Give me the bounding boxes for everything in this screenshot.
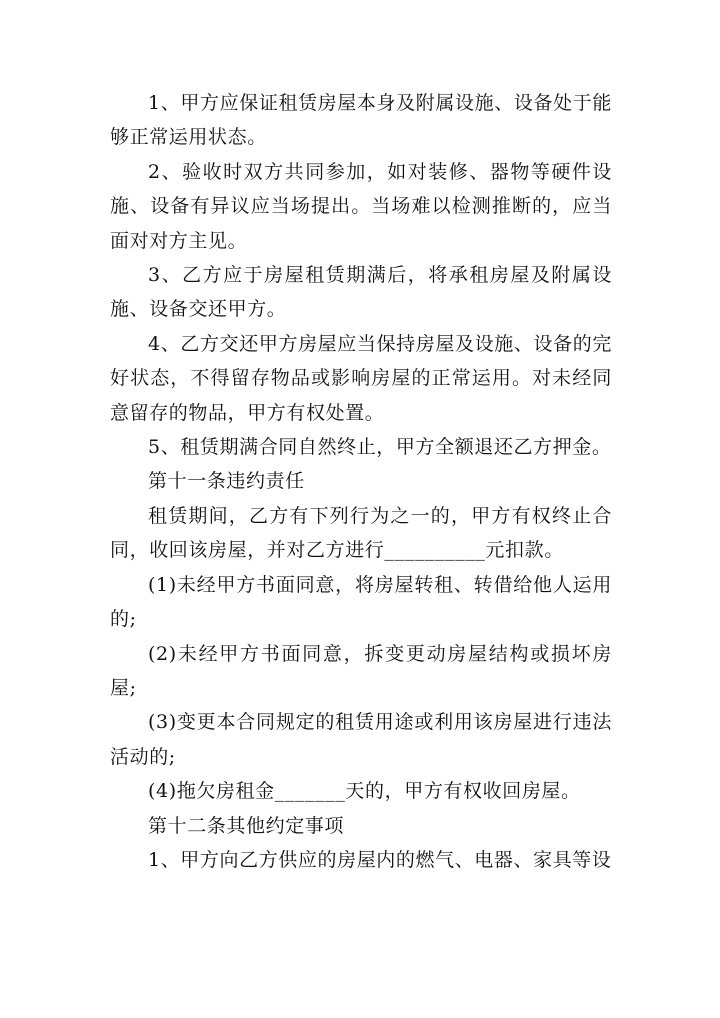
paragraph-termination-intro: 租赁期间，乙方有下列行为之一的，甲方有权终止合同，收回该房屋，并对乙方进行__________元扣款。 (110, 504, 612, 562)
list-item-breach-3: (3)变更本合同规定的租赁用途或利用该房屋进行违法活动的; (110, 711, 612, 768)
paragraph-inspection: 2、验收时双方共同参加，如对装修、器物等硬件设施、设备有异议应当场提出。当场难以检测推断的，应当面对对方主见。 (110, 160, 612, 252)
paragraph-handover-guarantee: 1、甲方应保证租赁房屋本身及附属设施、设备处于能够正常运用状态。 (110, 92, 612, 149)
list-item-breach-4: (4)拖欠房租金_______天的，甲方有权收回房屋。 (148, 780, 581, 803)
paragraph-supplied-items: 1、甲方向乙方供应的房屋内的燃气、电器、家具等设 (148, 848, 612, 871)
list-item-breach-2: (2)未经甲方书面同意，拆变更动房屋结构或损坏房屋; (110, 642, 612, 699)
document-body (110, 86, 612, 877)
section-heading-article-12: 第十二条其他约定事项 (148, 814, 345, 837)
paragraph-deposit-refund: 5、租赁期满合同自然终止，甲方全额退还乙方押金。 (148, 436, 612, 459)
list-item-breach-1: (1)未经甲方书面同意，将房屋转租、转借给他人运用的; (110, 573, 612, 631)
paragraph-return-on-expiry: 3、乙方应于房屋租赁期满后，将承租房屋及附属设施、设备交还甲方。 (110, 264, 612, 321)
section-heading-article-11: 第十一条违约责任 (148, 470, 305, 493)
paragraph-return-condition: 4、乙方交还甲方房屋应当保持房屋及设施、设备的完好状态，不得留存物品或影响房屋的正常运用。对未经同意留存的物品，甲方有权处置。 (110, 332, 612, 424)
